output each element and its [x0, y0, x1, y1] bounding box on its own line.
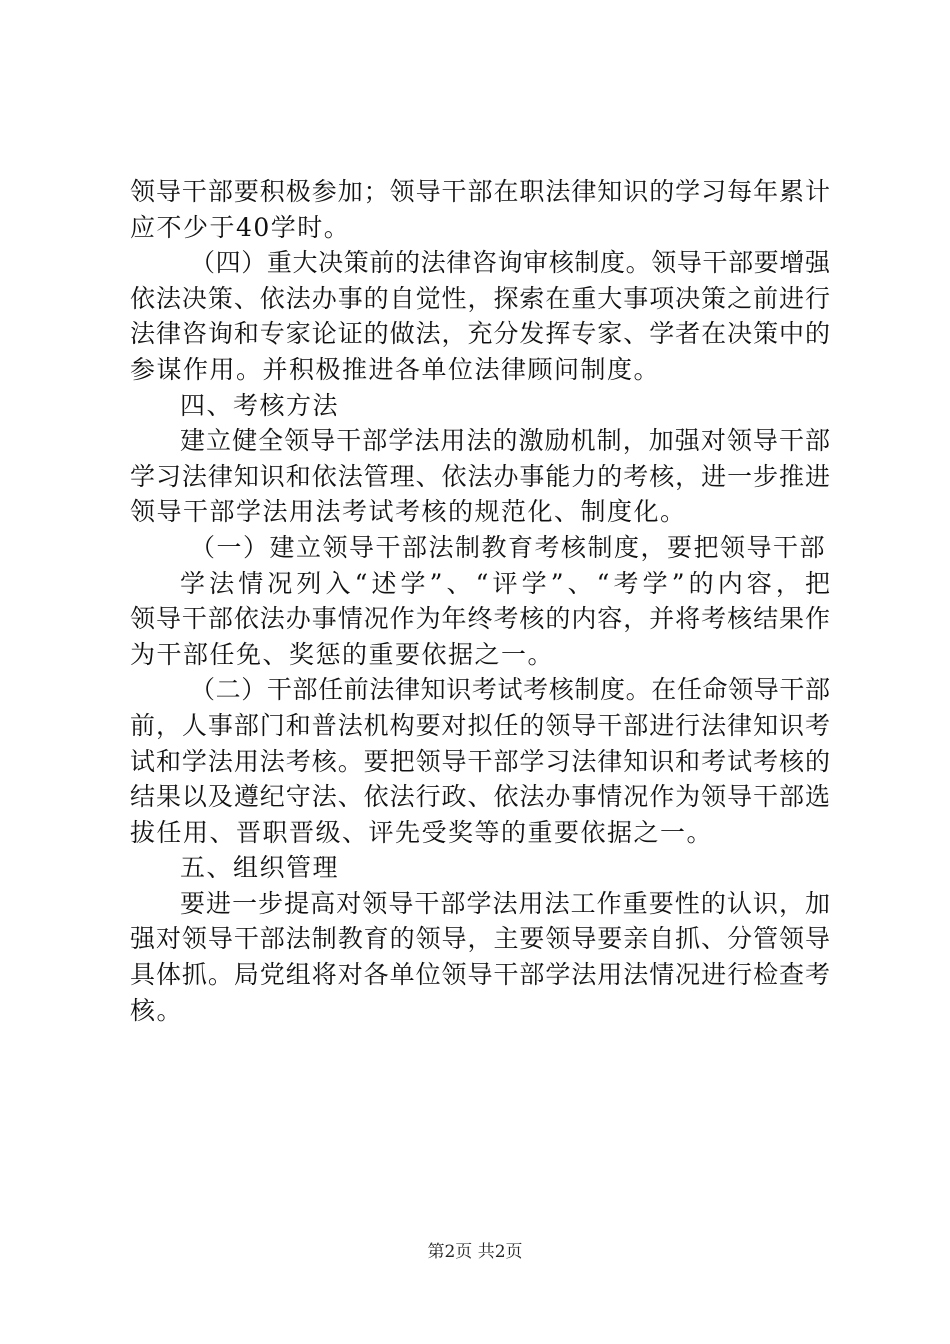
text-line: 强对领导干部法制教育的领导，主要领导要亲自抓、分管领导: [130, 924, 830, 954]
text-line: （四）重大决策前的法律咨询审核制度。领导干部要增强: [190, 248, 830, 278]
text-line: 学法情况列入“述学”、“评学”、“考学”的内容，把: [180, 568, 830, 598]
text-line: 四、考核方法: [180, 390, 340, 420]
document-body: [130, 174, 830, 1028]
text-line: 建立健全领导干部学法用法的激励机制，加强对领导干部: [180, 426, 830, 456]
text-line: 领导干部要积极参加；领导干部在职法律知识的学习每年累计: [130, 177, 830, 206]
text-line: 结果以及遵纪守法、依法行政、依法办事情况作为领导干部选: [130, 782, 830, 812]
text-line: 参谋作用。并积极推进各单位法律顾问制度。: [130, 354, 661, 384]
text-line: 领导干部依法办事情况作为年终考核的内容，并将考核结果作: [130, 604, 830, 634]
text-line: 要进一步提高对领导干部学法用法工作重要性的认识，加: [180, 888, 830, 918]
text-line: 学习法律知识和依法管理、依法办事能力的考核，进一步推进: [130, 461, 830, 491]
text-line: 领导干部学法用法考试考核的规范化、制度化。: [130, 497, 687, 527]
page-footer: 第2页 共2页: [427, 1242, 523, 1262]
text-line: （一）建立领导干部法制教育考核制度，要把领导干部: [190, 532, 827, 562]
text-line: 为干部任免、奖惩的重要依据之一。: [130, 639, 555, 669]
text-line: 前，人事部门和普法机构要对拟任的领导干部进行法律知识考: [130, 710, 830, 740]
text-line: 具体抓。局党组将对各单位领导干部学法用法情况进行检查考: [130, 960, 830, 990]
text-line: 拔任用、晋职晋级、评先受奖等的重要依据之一。: [130, 817, 714, 847]
text-line: （二）干部任前法律知识考试考核制度。在任命领导干部: [190, 675, 830, 705]
text-line: 依法决策、依法办事的自觉性，探索在重大事项决策之前进行: [130, 283, 830, 313]
text-line: 试和学法用法考核。要把领导干部学习法律知识和考试考核的: [130, 746, 830, 776]
text-line: 核。: [130, 995, 184, 1025]
text-line: 五、组织管理: [180, 853, 340, 883]
text-line: 应不少于40学时。: [130, 212, 351, 242]
text-line: 法律咨询和专家论证的做法，充分发挥专家、学者在决策中的: [130, 319, 830, 349]
